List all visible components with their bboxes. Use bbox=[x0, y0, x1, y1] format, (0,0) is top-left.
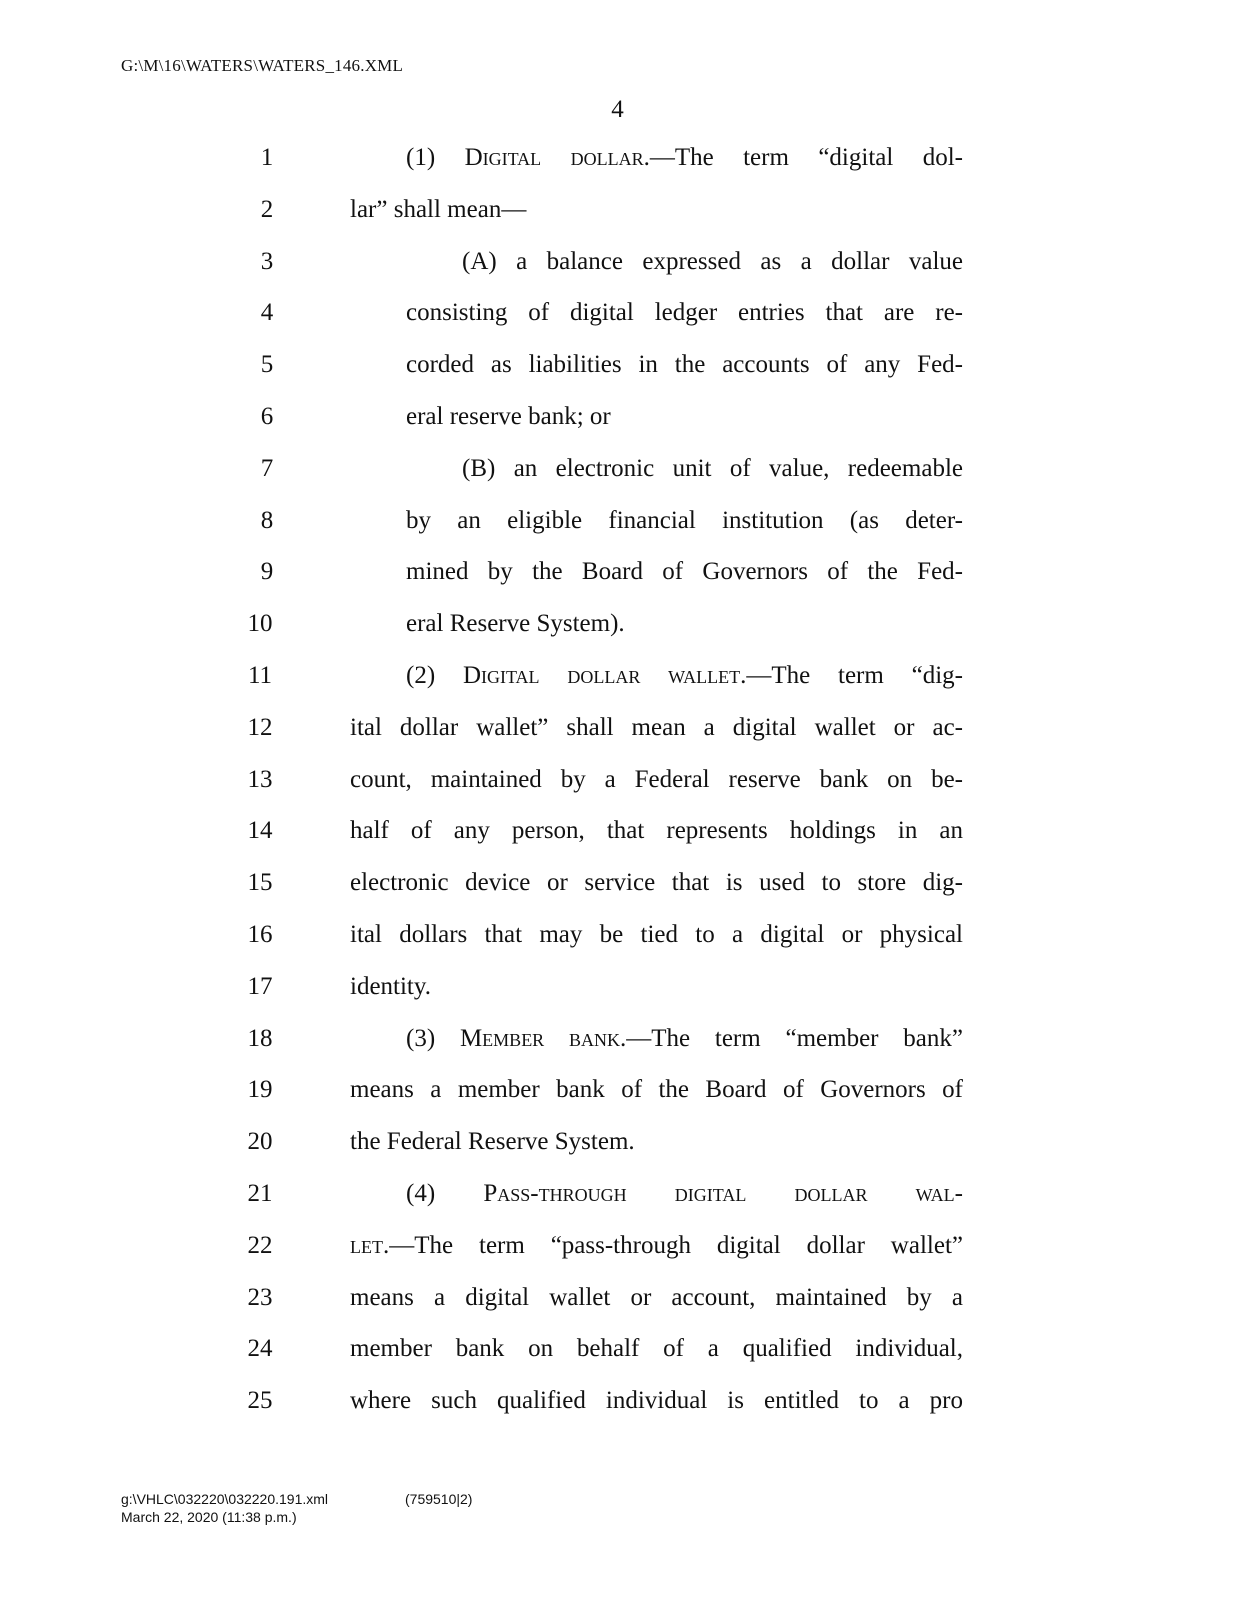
text-run: means a member bank of the Board of Governors of bbox=[350, 1076, 963, 1104]
line-number: 19 bbox=[247, 1076, 273, 1104]
line-number: 7 bbox=[260, 454, 274, 482]
text-run: means a digital wallet or account, maintained by a bbox=[350, 1283, 963, 1311]
line-number: 13 bbox=[247, 765, 273, 793]
line-number: 16 bbox=[247, 921, 273, 948]
footer-version-code: (759510|2) bbox=[405, 1491, 473, 1507]
line-text bbox=[350, 863, 963, 903]
text-line bbox=[0, 863, 1235, 903]
text-line bbox=[0, 1019, 1235, 1059]
line-text bbox=[406, 604, 963, 644]
line-text bbox=[350, 967, 963, 1007]
section-heading-text: Digital dollar wallet bbox=[462, 662, 741, 689]
text-run: count, maintained by a Federal reserve bank on be- bbox=[350, 765, 963, 793]
text-line bbox=[0, 1226, 1235, 1266]
text-line bbox=[0, 242, 1235, 282]
line-number: 14 bbox=[247, 817, 273, 845]
text-run: (1) bbox=[406, 144, 465, 171]
line-text bbox=[462, 449, 963, 489]
line-text bbox=[406, 552, 963, 592]
text-line bbox=[0, 449, 1235, 489]
text-run: .—The term “pass-through digital dollar wallet” bbox=[383, 1231, 963, 1259]
text-line bbox=[0, 656, 1235, 696]
text-run: member bank on behalf of a qualified individual, bbox=[350, 1335, 963, 1363]
text-run: .—The term “dig- bbox=[740, 662, 963, 689]
text-line bbox=[0, 1278, 1235, 1318]
text-run: (2) bbox=[406, 662, 463, 689]
line-number: 8 bbox=[260, 506, 274, 534]
line-text bbox=[350, 1278, 963, 1318]
section-heading-text: Member bank bbox=[459, 1024, 620, 1052]
text-line bbox=[0, 552, 1235, 592]
line-number: 15 bbox=[247, 869, 273, 897]
text-run: corded as liabilities in the accounts of any Fed- bbox=[406, 351, 963, 379]
document-file-path: G:\M\16\WATERS\WATERS_146.XML bbox=[121, 56, 404, 75]
text-run: consisting of digital ledger entries that are re- bbox=[406, 299, 963, 327]
line-text bbox=[350, 1329, 963, 1369]
line-text bbox=[350, 708, 963, 748]
text-line bbox=[0, 1122, 1235, 1162]
footer-file-path: g:\VHLC\032220\032220.191.xml bbox=[121, 1491, 329, 1507]
text-line bbox=[0, 501, 1235, 541]
line-number: 11 bbox=[247, 662, 273, 689]
text-line bbox=[0, 1329, 1235, 1369]
line-number: 20 bbox=[247, 1128, 273, 1156]
text-run: lar” shall mean— bbox=[350, 195, 527, 223]
line-number: 25 bbox=[247, 1387, 273, 1415]
text-run: (B) an electronic unit of value, redeemable bbox=[462, 454, 963, 482]
text-line bbox=[0, 967, 1235, 1007]
text-run: (4) bbox=[406, 1180, 484, 1207]
text-line bbox=[0, 1174, 1235, 1214]
line-text bbox=[406, 397, 963, 437]
text-line bbox=[0, 1070, 1235, 1110]
line-number: 4 bbox=[260, 299, 274, 327]
text-run: where such qualified individual is entitled to a pro bbox=[350, 1387, 963, 1415]
line-text bbox=[406, 293, 963, 333]
footer-timestamp: March 22, 2020 (11:38 p.m.) bbox=[121, 1509, 297, 1525]
text-line bbox=[0, 190, 1235, 230]
line-number: 24 bbox=[247, 1335, 273, 1363]
page-footer bbox=[121, 1490, 473, 1526]
text-line bbox=[0, 397, 1235, 437]
line-text bbox=[350, 1070, 963, 1110]
page-number: 4 bbox=[611, 96, 624, 123]
line-text bbox=[350, 1381, 963, 1421]
line-number: 23 bbox=[247, 1283, 273, 1311]
line-number: 17 bbox=[247, 972, 273, 1000]
line-text bbox=[406, 1174, 963, 1214]
line-text bbox=[406, 138, 963, 178]
line-number: 5 bbox=[260, 351, 274, 379]
text-line bbox=[0, 811, 1235, 851]
text-run: mined by the Board of Governors of the Fed- bbox=[406, 558, 963, 586]
line-text bbox=[406, 656, 963, 696]
line-number: 2 bbox=[260, 195, 274, 223]
line-number: 22 bbox=[247, 1231, 273, 1259]
line-text bbox=[350, 811, 963, 851]
line-text bbox=[406, 1019, 963, 1059]
text-run: .—The term “digital dol- bbox=[643, 144, 963, 171]
section-heading-text: Digital dollar bbox=[464, 144, 644, 171]
section-heading-text: let bbox=[350, 1231, 383, 1259]
line-number: 21 bbox=[247, 1180, 273, 1207]
text-line bbox=[0, 604, 1235, 644]
line-text bbox=[350, 1122, 963, 1162]
text-run: the Federal Reserve System. bbox=[350, 1128, 635, 1156]
text-run: (3) bbox=[406, 1024, 460, 1052]
line-number: 1 bbox=[260, 144, 274, 171]
line-text bbox=[406, 345, 963, 385]
section-heading-text: Pass-through digital dollar wal- bbox=[483, 1180, 963, 1207]
line-number: 3 bbox=[260, 247, 274, 275]
text-run: half of any person, that represents holdings in an bbox=[350, 817, 963, 845]
text-run: eral Reserve System). bbox=[406, 610, 625, 638]
line-number: 12 bbox=[247, 713, 273, 741]
line-number: 6 bbox=[260, 403, 274, 430]
text-line bbox=[0, 915, 1235, 955]
text-run: identity. bbox=[350, 972, 432, 1000]
line-text bbox=[406, 501, 963, 541]
text-line bbox=[0, 293, 1235, 333]
line-text bbox=[350, 190, 963, 230]
line-text bbox=[350, 915, 963, 955]
text-run: eral reserve bank; or bbox=[406, 403, 611, 430]
text-line bbox=[0, 345, 1235, 385]
text-line bbox=[0, 708, 1235, 748]
line-text bbox=[350, 1226, 963, 1266]
text-run: by an eligible financial institution (as deter- bbox=[406, 506, 963, 534]
line-number: 9 bbox=[260, 558, 274, 586]
text-line bbox=[0, 138, 1235, 178]
line-text bbox=[462, 242, 963, 282]
text-run: (A) a balance expressed as a dollar value bbox=[462, 247, 963, 275]
text-run: ital dollar wallet” shall mean a digital wallet or ac- bbox=[350, 713, 963, 741]
line-number: 10 bbox=[247, 610, 273, 638]
text-run: .—The term “member bank” bbox=[619, 1024, 963, 1052]
line-text bbox=[350, 760, 963, 800]
line-number: 18 bbox=[247, 1024, 273, 1052]
text-line bbox=[0, 760, 1235, 800]
text-run: ital dollars that may be tied to a digital or physical bbox=[350, 921, 963, 948]
text-line bbox=[0, 1381, 1235, 1421]
text-run: electronic device or service that is used to store dig- bbox=[350, 869, 963, 897]
